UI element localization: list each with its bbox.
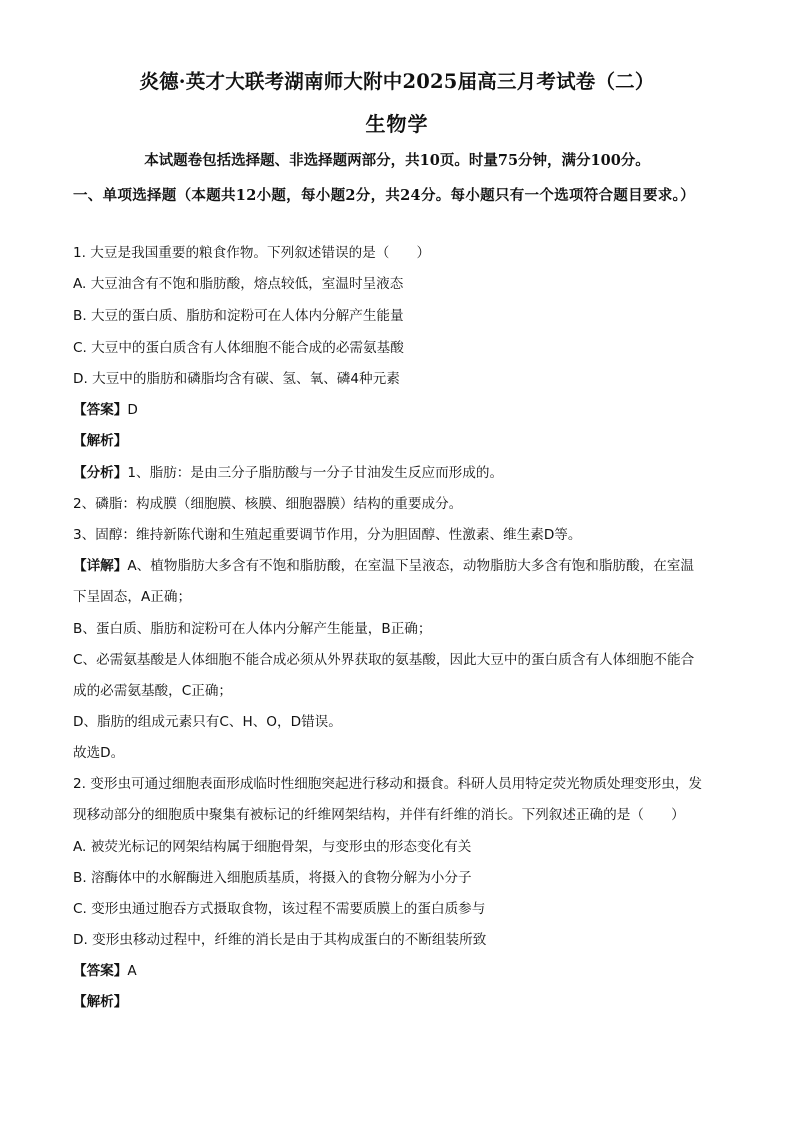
q1-analysis-heading	[73, 432, 733, 450]
q1-fenxi-2: 2、磷脂：构成膜（细胞膜、核膜、细胞器膜）结构的重要成分。	[73, 496, 463, 512]
q1-xiangjie-3: B、蛋白质、脂肪和淀粉可在人体内分解产生能量，B正确；	[73, 621, 432, 637]
q1-stem: 1. 大豆是我国重要的粮食作物。下列叙述错误的是（ ）	[73, 245, 431, 261]
analysis-tag: 【解析】	[73, 433, 128, 449]
q2-answer	[73, 962, 733, 980]
fenxi-tag: 【分析】	[73, 465, 128, 481]
exam-title: 炎德·英才大联考湖南师大附中2025届高三月考试卷（二）	[139, 70, 655, 93]
q2-stem-1: 2. 变形虫可通过细胞表面形成临时性细胞突起进行移动和摄食。科研人员用特定荧光物质处理变形虫，发	[73, 776, 703, 792]
q1-conclusion: 故选D。	[73, 745, 125, 761]
answer-tag: 【答案】	[73, 402, 128, 418]
q1-xiangjie-6: D、脂肪的组成元素只有C、H、O，D错误。	[73, 714, 342, 730]
q1-option-b: B. 大豆的蛋白质、脂肪和淀粉可在人体内分解产生能量	[73, 308, 404, 324]
q1-fenxi-1: 【分析】1、脂肪：是由三分子脂肪酸与一分子甘油发生反应而形成的。	[73, 465, 504, 481]
answer-tag: 【答案】	[73, 963, 128, 979]
q2-option-c: C. 变形虫通过胞吞方式摄取食物，该过程不需要质膜上的蛋白质参与	[73, 901, 486, 917]
q1-option-c: C. 大豆中的蛋白质含有人体细胞不能合成的必需氨基酸	[73, 340, 404, 356]
answer-value: A	[127, 963, 137, 979]
xiangjie-tag: 【详解】	[73, 558, 128, 574]
section-heading: 一、单项选择题（本题共12小题，每小题2分，共24分。每小题只有一个选项符合题目要求。）	[73, 187, 695, 204]
answer-value: D	[127, 402, 138, 418]
analysis-tag: 【解析】	[73, 994, 128, 1010]
subject-title: 生物学	[365, 112, 429, 136]
q2-option-b: B. 溶酶体中的水解酶进入细胞质基质，将摄入的食物分解为小分子	[73, 870, 472, 886]
q2-option-d: D. 变形虫移动过程中，纤维的消长是由于其构成蛋白的不断组装所致	[73, 932, 487, 948]
q1-xiangjie-5: 成的必需氨基酸，C正确；	[73, 683, 233, 699]
q1-answer	[73, 401, 733, 419]
q2-stem-2: 现移动部分的细胞质中聚集有被标记的纤维网架结构，并伴有纤维的消长。下列叙述正确的是（ ）	[73, 807, 685, 823]
q1-option-d: D. 大豆中的脂肪和磷脂均含有碳、氢、氧、磷4种元素	[73, 371, 400, 387]
q1-fenxi-3: 3、固醇：维持新陈代谢和生殖起重要调节作用，分为胆固醇、性激素、维生素D等。	[73, 527, 582, 543]
q2-option-a: A. 被荧光标记的网架结构属于细胞骨架，与变形虫的形态变化有关	[73, 839, 472, 855]
q1-option-a: A. 大豆油含有不饱和脂肪酸，熔点较低，室温时呈液态	[73, 276, 404, 292]
exam-intro: 本试题卷包括选择题、非选择题两部分，共10页。时量75分钟，满分100分。	[144, 152, 650, 169]
q2-analysis-heading	[73, 993, 733, 1011]
q1-xiangjie-2: 下呈固态，A正确；	[73, 589, 192, 605]
q1-xiangjie-4: C、必需氨基酸是人体细胞不能合成必须从外界获取的氨基酸，因此大豆中的蛋白质含有人体细胞不能合	[73, 652, 695, 668]
q1-xiangjie-1: 【详解】A、植物脂肪大多含有不饱和脂肪酸，在室温下呈液态，动物脂肪大多含有饱和脂肪酸，在室温	[73, 558, 695, 574]
